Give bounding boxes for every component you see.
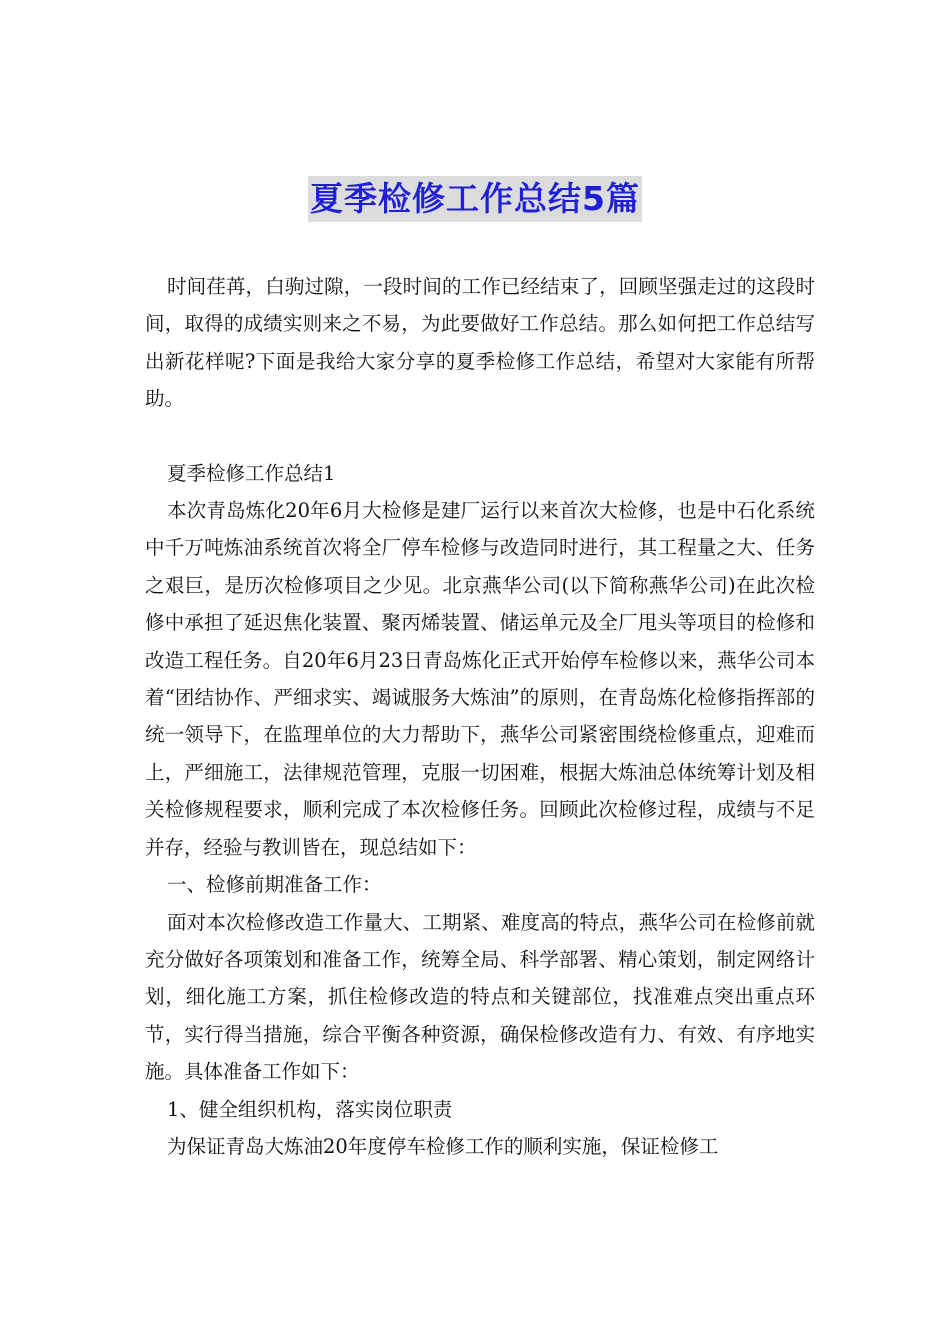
sub-heading: 一、检修前期准备工作： — [167, 873, 382, 897]
section-heading: 夏季检修工作总结1 — [167, 461, 336, 485]
item-heading: 1、健全组织机构，落实岗位职责 — [167, 1097, 453, 1121]
title-block — [0, 176, 950, 222]
document-body — [145, 268, 815, 1165]
body-paragraph-2: 面对本次检修改造工作量大、工期紧、难度高的特点，燕华公司在检修前就充分做好各项策划和准备工作，统筹全局、科学部署、精心策划，制定网络计划，细化施工方案，抓住检修改造的特点和关键部位，找准难点突出重点环节，实行得当措施，综合平衡各种资源，确保检修改造有力、有效、有序地实施。具体准备工作如下： — [145, 910, 815, 1084]
intro-paragraph: 时间荏苒，白驹过隙，一段时间的工作已经结束了，回顾坚强走过的这段时间，取得的成绩实则来之不易，为此要做好工作总结。那么如何把工作总结写出新花样呢?下面是我给大家分享的夏季检修工作总结，希望对大家能有所帮助。 — [145, 275, 815, 411]
document-title: 夏季检修工作总结5篇 — [308, 176, 642, 222]
body-paragraph-3: 为保证青岛大炼油20年度停车检修工作的顺利实施，保证检修工 — [167, 1134, 719, 1158]
body-paragraph-1: 本次青岛炼化20年6月大检修是建厂运行以来首次大检修，也是中石化系统中千万吨炼油系统首次将全厂停车检修与改造同时进行，其工程量之大、任务之艰巨，是历次检修项目之少见。北京燕华公司(以下简称燕华公司)在此次检修中承担了延迟焦化装置、聚丙烯装置、储运单元及全厂甩头等项目的检修和改造工程任务。自20年6月23日青岛炼化正式开始停车检修以来，燕华公司本着“团结协作、严细求实、竭诚服务大炼油”的原则，在青岛炼化检修指挥部的统一领导下，在监理单位的大力帮助下，燕华公司紧密围绕检修重点，迎难而上，严细施工，法律规范管理，克服一切困难，根据大炼油总体统筹计划及相关检修规程要求，顺利完成了本次检修任务。回顾此次检修过程，成绩与不足并存，经验与教训皆在，现总结如下： — [145, 499, 815, 859]
